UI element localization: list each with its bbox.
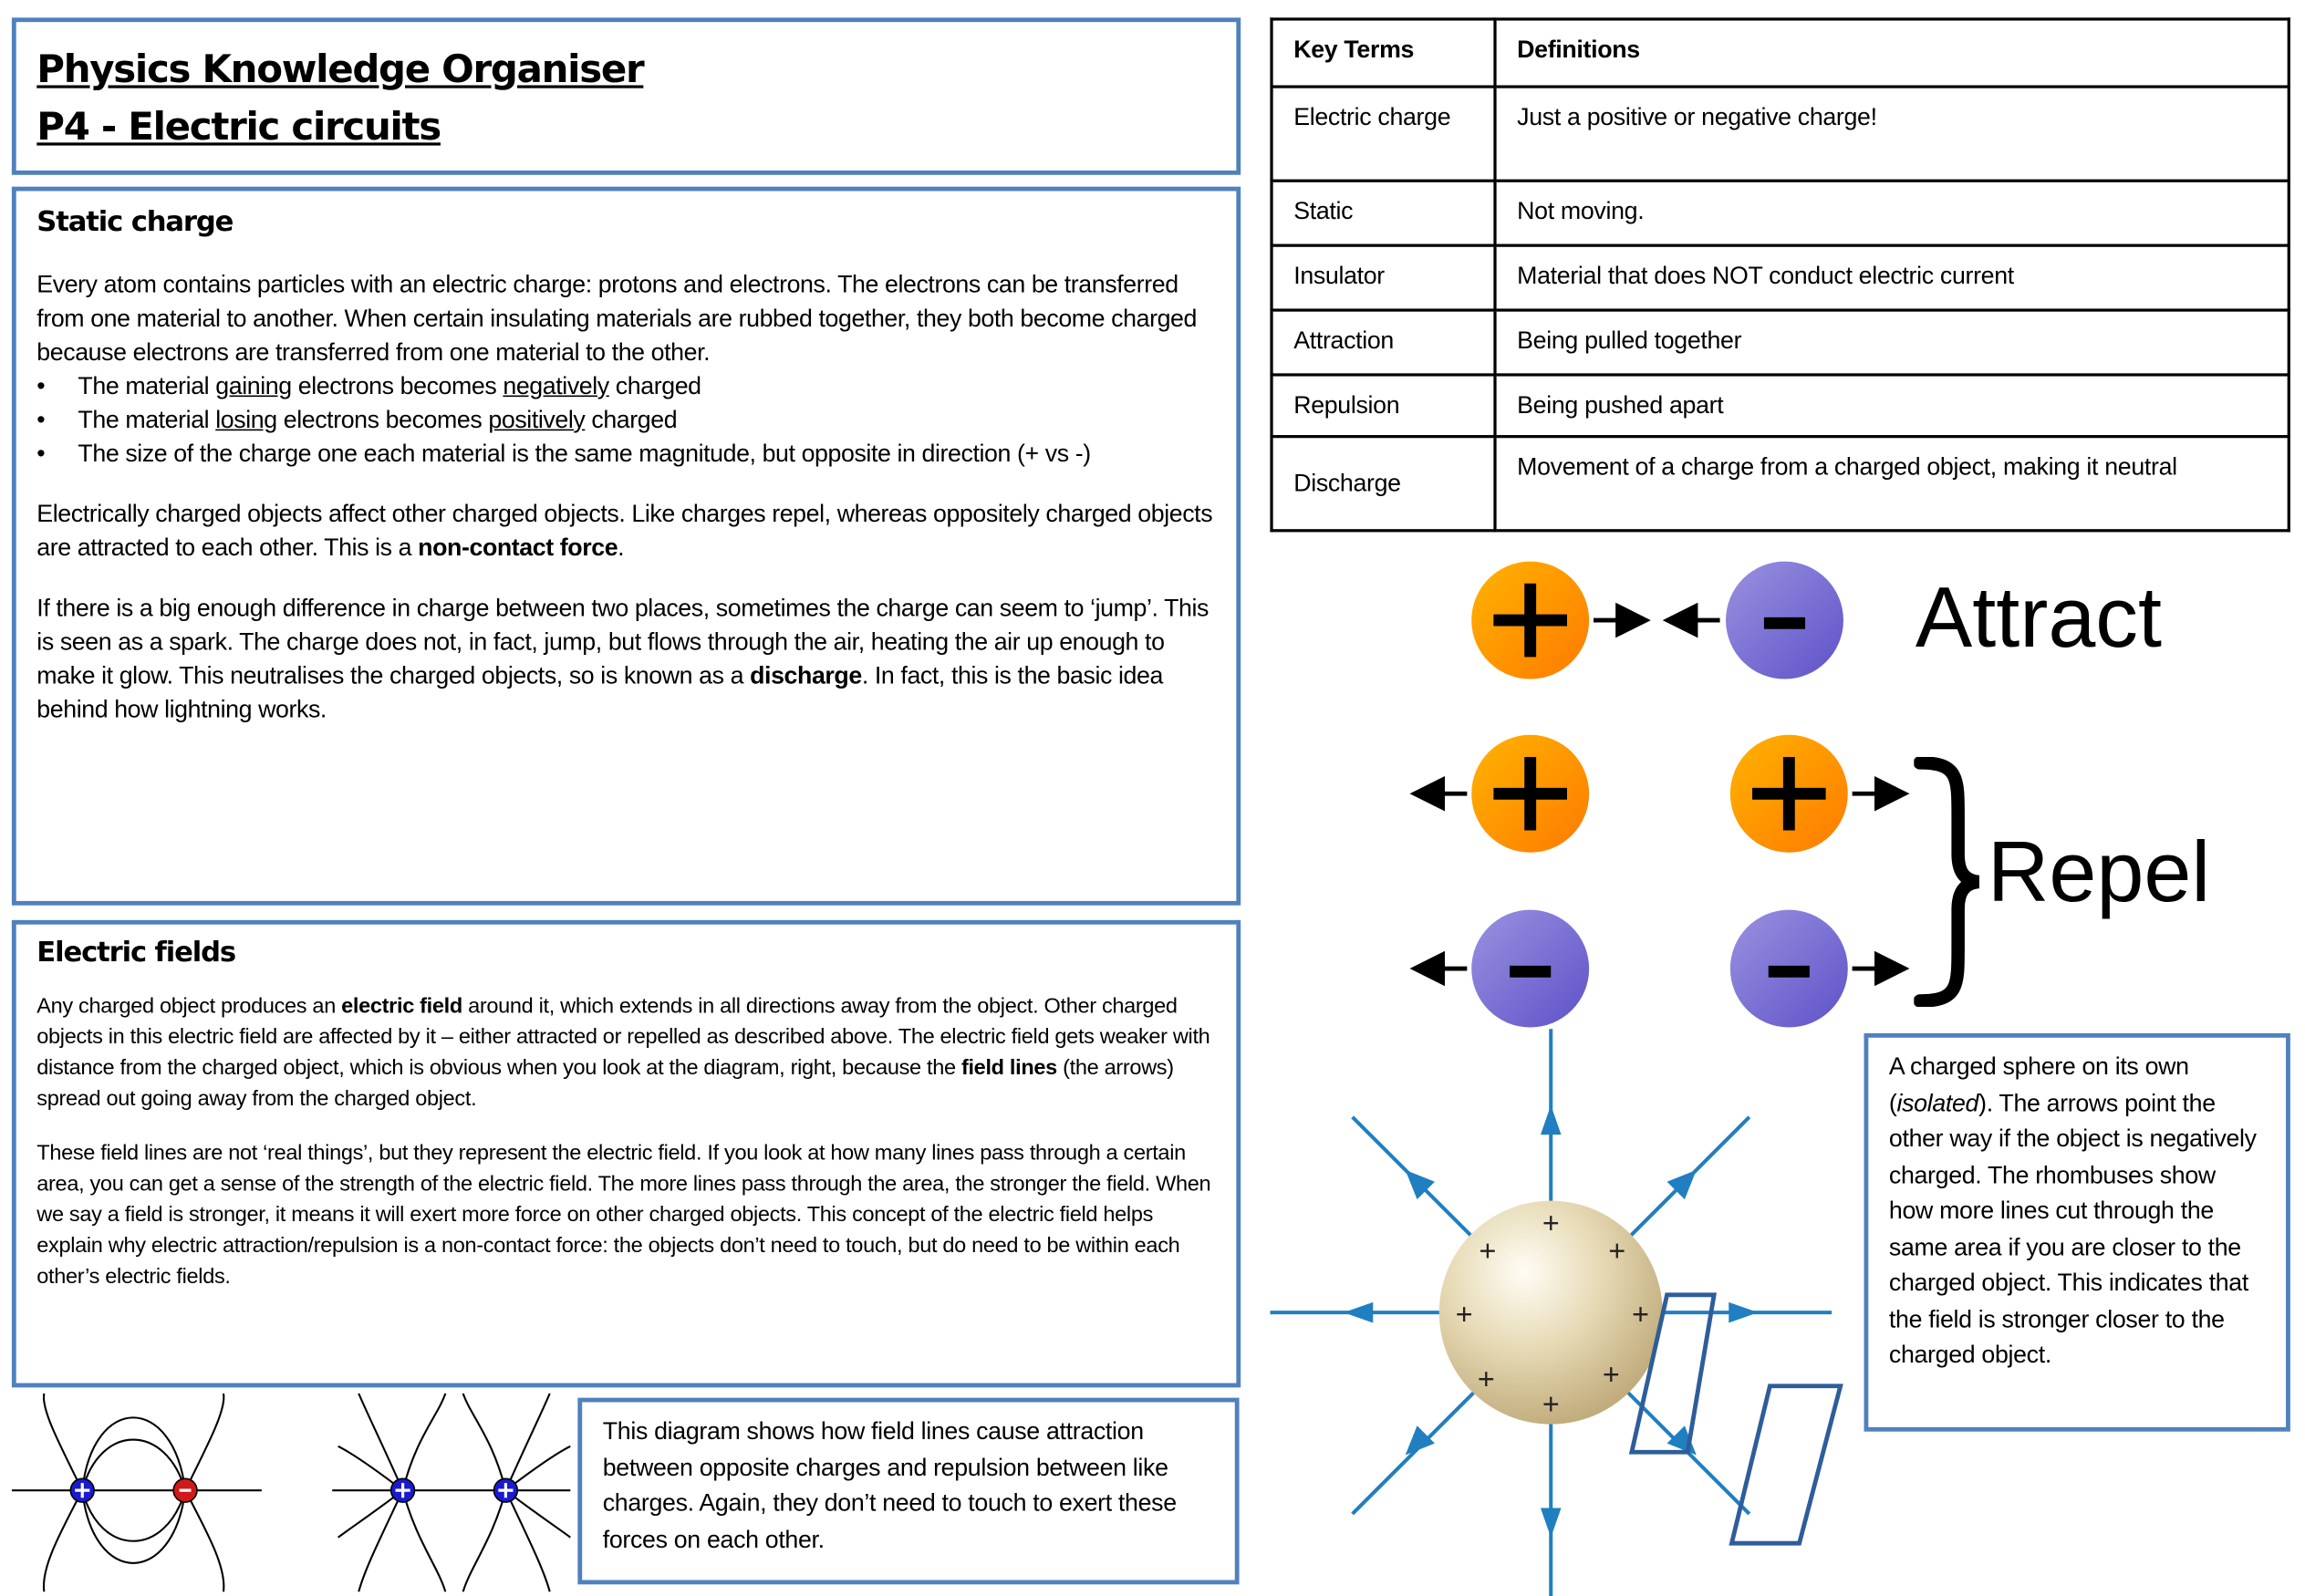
- positive-charge-icon: [70, 1478, 94, 1502]
- electric-fields-heading: Electric fields: [36, 936, 235, 969]
- table-row: [1272, 437, 2289, 531]
- field-lines-caption: This diagram shows how field lines cause attraction between opposite charges and repulsion between like charges. Again, they don’t need to touch to exert these forces on each other.: [577, 1398, 1239, 1585]
- definition-cell: Movement of a charge from a charged object, making it neutral: [1495, 437, 2289, 531]
- table-header-row: [1272, 19, 2289, 87]
- svg-text:+: +: [1632, 1298, 1649, 1332]
- svg-text:+: +: [1477, 1362, 1495, 1395]
- svg-text:+: +: [1602, 1358, 1620, 1392]
- page-title: Physics Knowledge Organiser: [36, 48, 644, 93]
- like-charges-field-lines: [332, 1394, 570, 1592]
- svg-text:+: +: [1479, 1234, 1497, 1268]
- sphere-caption: A charged sphere on its own (isolated). The arrows point the other way if the object is negatively charged. The rhombuses show how more lines cut through the same area if you are closer to the charged object. This indicates that the field is stronger closer to the charged object.: [1864, 1033, 2290, 1432]
- svg-text:+: +: [1455, 1298, 1473, 1332]
- table-row: [1272, 245, 2289, 310]
- definition-cell: Just a positive or negative charge!: [1495, 87, 2289, 181]
- electric-fields-text: [36, 992, 1219, 1293]
- static-charge-section: [12, 187, 1241, 906]
- table-row: [1272, 181, 2289, 245]
- list-item: • The material gaining electrons becomes negatively charged: [78, 369, 1219, 403]
- positive-charge-icon: [493, 1478, 517, 1502]
- attract-label: Attract: [1915, 570, 2163, 667]
- definition-cell: Being pushed apart: [1495, 375, 2289, 437]
- term-cell: Static: [1272, 181, 1495, 245]
- positive-charge-icon: [1471, 562, 1589, 679]
- term-cell: Insulator: [1272, 245, 1495, 310]
- column-header: Definitions: [1495, 19, 2289, 87]
- table-row: [1272, 375, 2289, 437]
- positive-charge-icon: [391, 1478, 415, 1502]
- paragraph: Every atom contains particles with an electric charge: protons and electrons. The electrons can be transferred from one material to another. When certain insulating materials are rubbed together, they both become charged because electrons are transferred from one material to the other.: [36, 270, 1197, 367]
- term-cell: Discharge: [1272, 437, 1495, 531]
- page-subtitle: P4 - Electric circuits: [36, 106, 441, 150]
- definition-cell: Not moving.: [1495, 181, 2289, 245]
- term-cell: Electric charge: [1272, 87, 1495, 181]
- paragraph: If there is a big enough difference in charge between two places, sometimes the charge can seem to ‘jump’. This is seen as a spark. The charge does not, in fact, jump, but flows through the air, heating the air up enough to make it glow. This neutralises the charged objects, so is known as a discharge. In fact, this is the basic idea behind how lightning works.: [36, 594, 1210, 723]
- repel-brace-icon: [1914, 757, 1981, 1007]
- term-cell: Repulsion: [1272, 375, 1495, 437]
- paragraph: Electrically charged objects affect other charged objects. Like charges repel, whereas oppositely charged objects are attracted to each other. This is a non-contact force.: [36, 499, 1213, 562]
- charged-sphere-diagram: [1270, 1029, 1858, 1596]
- negative-charge-icon: [1726, 562, 1843, 679]
- field-lines-diagram: [12, 1394, 577, 1592]
- static-charge-heading: Static charge: [36, 205, 234, 239]
- table-row: [1272, 310, 2289, 375]
- attract-repel-diagram: [1382, 544, 1970, 1029]
- paragraph: These field lines are not ‘real things’, but they represent the electric field. If you look at how many lines pass through a certain area, you can get a sense of the strength of the electric field. The more lines pass through the area, the stronger the field. When we say a field is stronger, it means it will exert more force on other charged objects. This concept of the electric field helps explain why electric attraction/repulsion is a non-contact force: the objects don’t need to touch, but do need to be within each other’s electric fields.: [36, 1142, 1211, 1290]
- definition-cell: Material that does NOT conduct electric current: [1495, 245, 2289, 310]
- opposite-charges-field-lines: [12, 1394, 262, 1592]
- static-charge-text: [36, 267, 1219, 726]
- negative-charge-icon: [173, 1478, 197, 1502]
- list-item: • The material losing electrons becomes positively charged: [78, 403, 1219, 437]
- positive-charge-icon: [1471, 735, 1589, 853]
- definition-cell: Being pulled together: [1495, 310, 2289, 375]
- svg-text:+: +: [1542, 1207, 1560, 1240]
- svg-text:+: +: [1542, 1387, 1560, 1421]
- bullet-list: [36, 369, 1219, 471]
- key-terms-table: [1270, 17, 2289, 532]
- list-item: • The size of the charge one each material is the same magnitude, but opposite in direction (+ vs -): [78, 437, 1219, 471]
- negative-charge-icon: [1730, 910, 1848, 1028]
- paragraph: Any charged object produces an electric field around it, which extends in all directions away from the object. Other charged objects in this electric field are affected by it – either attracted or repelled as described above. The electric field gets weaker with distance from the charged object, which is obvious when you look at the diagram, right, because the field lines (the arrows) spread out going away from the charged object.: [36, 995, 1210, 1112]
- title-box: [12, 17, 1241, 174]
- positive-charge-icon: [1730, 735, 1848, 853]
- negative-charge-icon: [1471, 910, 1589, 1028]
- rhombus-shapes: [1632, 1295, 1841, 1543]
- electric-fields-section: [12, 920, 1241, 1387]
- term-cell: Attraction: [1272, 310, 1495, 375]
- table-row: [1272, 87, 2289, 181]
- svg-text:+: +: [1608, 1234, 1626, 1268]
- column-header: Key Terms: [1272, 19, 1495, 87]
- repel-label: Repel: [1987, 824, 2211, 920]
